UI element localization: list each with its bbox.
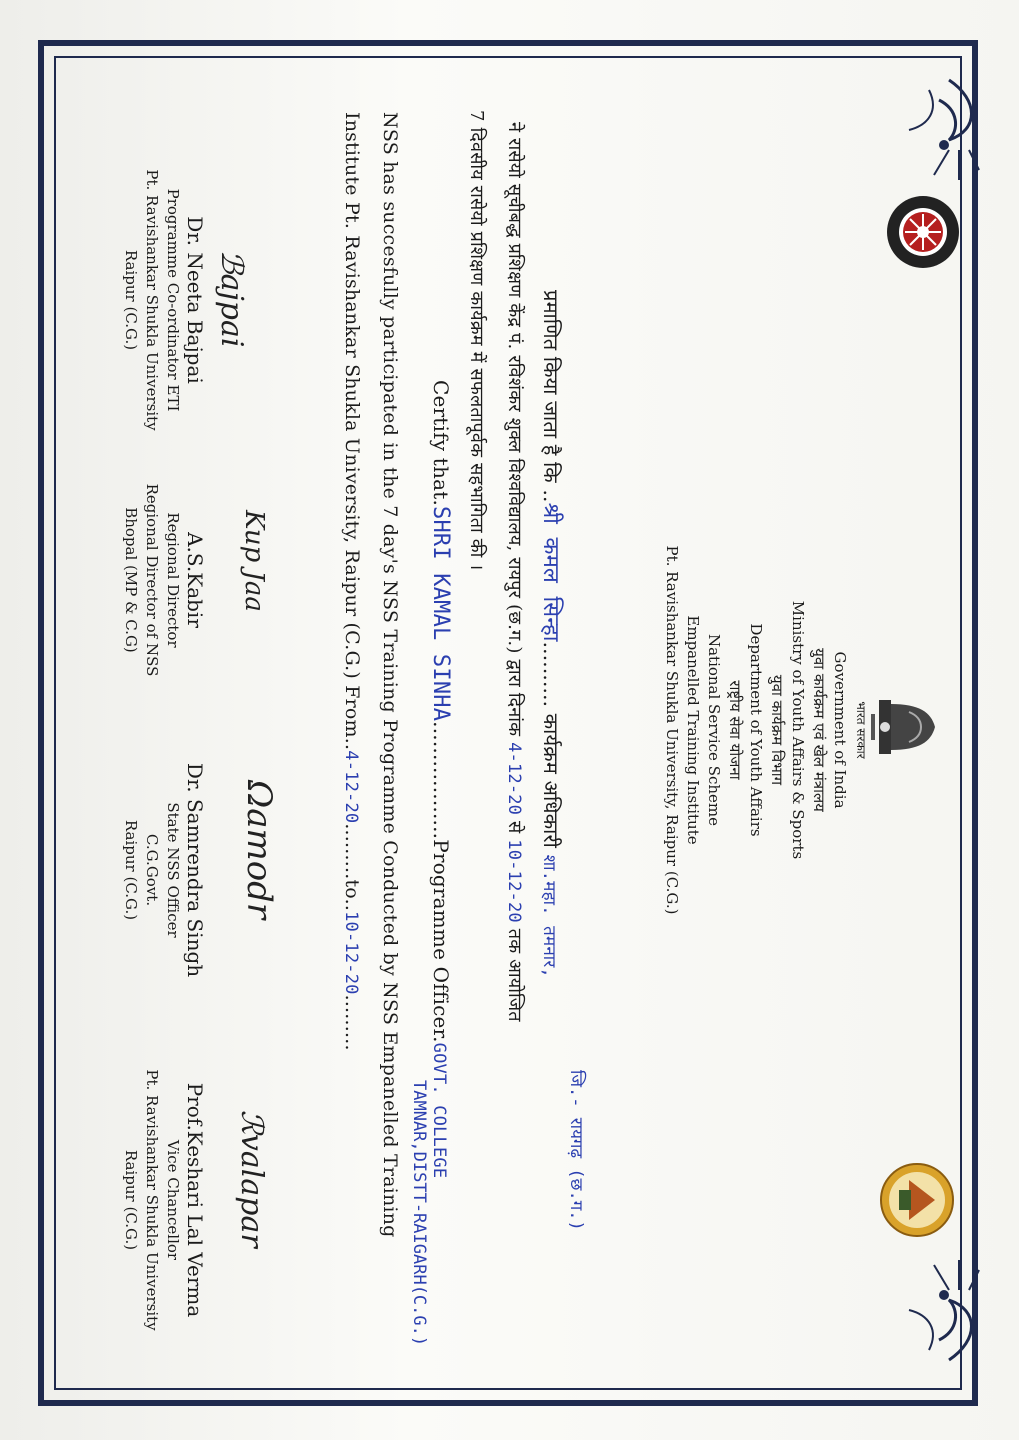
signatory-2 <box>120 450 207 710</box>
to-date: 10-12-20 <box>341 911 361 995</box>
hindi-line-3: 7 दिवसीय रासेयो प्रशिक्षण कार्यक्रम में सफलतापूर्वक सहभागिता की । <box>466 110 487 571</box>
country-name: Government of India <box>831 651 849 809</box>
signature-2-icon: Kup Jaa <box>239 510 269 612</box>
college-name: GOVT. COLLEGE <box>429 1042 449 1179</box>
signatory-name: A.S.Kabir <box>183 532 207 628</box>
department-name: Department of Youth Affairs <box>747 623 765 837</box>
signature-3-icon: Ω​amodr <box>239 780 279 920</box>
signatory-name: Dr. Samrendra Singh <box>183 762 207 978</box>
signatory-place: Raipur (C.G.) <box>122 249 140 351</box>
hindi-from-date: 4-12-20 <box>504 742 524 816</box>
header-block <box>661 520 871 940</box>
corner-flourish-icon <box>879 70 989 190</box>
university-name: Pt. Ravishankar Shukla University, Raipur (C.G.) <box>663 545 681 915</box>
hindi-line2-suffix: तक आयोजित <box>504 928 525 1022</box>
signatory-title: State NSS Officer <box>164 802 182 938</box>
signatory-1 <box>120 150 207 450</box>
hindi-line-1: प्रमाणित किया जाता है कि ..श्री कमल सिन्हा.......... कार्यक्रम अधिकारी शा.महा. तमनार, <box>538 290 563 978</box>
en-line-3: Institute Pt. Ravishankar Shukla University, Raipur (C.G.) From..4-12-20.........to..10-12-20......... <box>341 112 363 1051</box>
signatory-org: Regional Director of NSS <box>143 483 161 677</box>
corner-flourish-icon <box>879 1250 989 1370</box>
to-label: to <box>341 879 363 899</box>
scheme-name: National Service Scheme <box>705 633 723 827</box>
signature-1-icon: ℬajpai <box>214 250 249 348</box>
hindi-college: शा.महा. तमनार, <box>539 854 559 978</box>
university-logo-icon <box>877 1160 957 1240</box>
signatory-org: Pt. Ravishankar Shukla University <box>143 1069 161 1331</box>
signatory-place: Bhopal (MP & C.G) <box>122 507 140 653</box>
hindi-certify-prefix: प्रमाणित किया जाता है कि <box>539 290 563 483</box>
hindi-line-2 <box>503 122 527 1022</box>
hindi-ministry: युवा कार्यक्रम एवं खेल मंत्रालय <box>810 648 828 812</box>
college-place: TAMNAR,DISTT-RAIGARH(C.G.) <box>409 1080 429 1347</box>
signatory-4 <box>120 1050 207 1350</box>
signatory-3 <box>120 740 207 1000</box>
signatory-place: Raipur (C.G.) <box>122 1149 140 1251</box>
signatory-name: Prof.Keshari Lal Verma <box>183 1082 207 1318</box>
signatory-title: Regional Director <box>164 512 182 648</box>
signatory-title: Programme Co-ordinator ETI <box>164 188 182 412</box>
signature-4-icon: ℛvalapar <box>234 1110 269 1248</box>
hindi-scheme: राष्ट्रीय सेवा योजना <box>726 680 744 780</box>
from-date: 4-12-20 <box>341 750 361 824</box>
nss-logo-icon <box>883 192 963 272</box>
hindi-officer-label: कार्यक्रम अधिकारी <box>539 713 563 849</box>
hindi-to-date: 10-12-20 <box>504 839 524 923</box>
institute-name: Empanelled Training Institute <box>684 615 702 845</box>
en-line3-prefix: Institute Pt. Ravishankar Shukla University, Raipur (C.G.) From <box>341 112 363 738</box>
recipient-name: SHRI KAMAL SINHA <box>428 506 453 722</box>
certify-prefix: Certify that. <box>429 380 453 507</box>
hindi-department: युवा कार्यक्रम विभाग <box>768 674 786 786</box>
signatory-org: C.G.Govt. <box>143 833 161 907</box>
hindi-line2-prefix: ने रासेयो सूचीबद्ध प्रशिक्षण केंद्र पं. रविशंकर शुक्ल विश्वविद्यालय, रायपुर (छ.ग.) द्वारा दिनांक <box>504 122 525 737</box>
national-emblem-icon <box>859 690 949 764</box>
signatory-place: Raipur (C.G.) <box>122 819 140 921</box>
ministry-name: Ministry of Youth Affairs & Sports <box>789 600 807 860</box>
en-line-2: NSS has succesfully participated in the 7 day's NSS Training Programme Conducted by NSS Empanelled Training <box>379 112 401 1238</box>
hindi-country: भारत सरकार <box>854 701 868 759</box>
hindi-name: श्री कमल सिन्हा <box>538 502 563 642</box>
signatory-org: Pt. Ravishankar Shukla University <box>143 169 161 431</box>
programme-officer-label: Programme Officer. <box>429 839 453 1043</box>
signatory-name: Dr. Neeta Bajpai <box>183 216 207 384</box>
hindi-district: जि.- रायगढ़ (छ.ग.) <box>566 1070 586 1231</box>
en-line-1: Certify that.SHRI KAMAL SINHA..................Programme Officer.GOVT. COLLEGE <box>428 380 453 1179</box>
signatory-title: Vice Chancellor <box>164 1139 182 1261</box>
hindi-se: से <box>504 821 525 834</box>
